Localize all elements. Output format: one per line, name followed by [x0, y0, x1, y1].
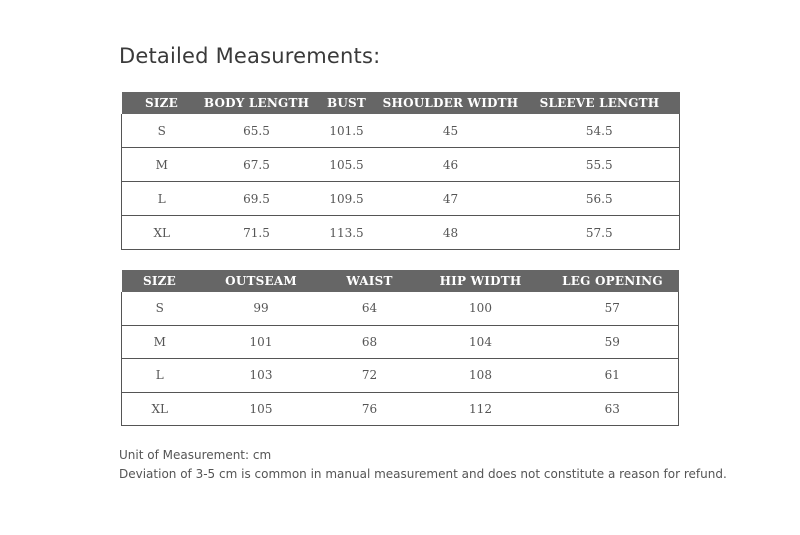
- unit-note: Unit of Measurement: cm: [119, 448, 272, 462]
- table-header-row: [122, 270, 679, 292]
- table-row: [122, 292, 679, 325]
- table-cell: 47: [382, 182, 520, 216]
- table-cell: 76: [325, 392, 415, 426]
- table-header-row: [122, 92, 680, 114]
- table-row: [122, 148, 680, 182]
- table-cell: 101.5: [312, 114, 382, 148]
- table-cell: L: [122, 182, 202, 216]
- table-row: [122, 182, 680, 216]
- table-cell: M: [122, 325, 198, 359]
- table-cell: 105: [198, 392, 325, 426]
- table-row: [122, 114, 680, 148]
- column-header: BUST: [312, 92, 382, 114]
- column-header: LEG OPENING: [547, 270, 679, 292]
- table-cell: 112: [415, 392, 547, 426]
- table-cell: 54.5: [520, 114, 680, 148]
- table-cell: 99: [198, 292, 325, 325]
- table-cell: M: [122, 148, 202, 182]
- table-cell: L: [122, 359, 198, 393]
- table-cell: 68: [325, 325, 415, 359]
- table-cell: 57: [547, 292, 679, 325]
- table-cell: 101: [198, 325, 325, 359]
- table-cell: 109.5: [312, 182, 382, 216]
- column-header: SIZE: [122, 270, 198, 292]
- table-cell: 45: [382, 114, 520, 148]
- table-cell: 65.5: [202, 114, 312, 148]
- table-cell: XL: [122, 392, 198, 426]
- table-row: [122, 216, 680, 250]
- table-row: [122, 392, 679, 426]
- table-cell: 69.5: [202, 182, 312, 216]
- table-cell: 63: [547, 392, 679, 426]
- table-row: [122, 359, 679, 393]
- table-cell: 67.5: [202, 148, 312, 182]
- table-cell: 48: [382, 216, 520, 250]
- top-measurement-table: [121, 92, 680, 250]
- table-cell: 103: [198, 359, 325, 393]
- table-cell: 104: [415, 325, 547, 359]
- table-cell: 64: [325, 292, 415, 325]
- table-cell: 56.5: [520, 182, 680, 216]
- column-header: OUTSEAM: [198, 270, 325, 292]
- table-cell: 100: [415, 292, 547, 325]
- deviation-note: Deviation of 3-5 cm is common in manual measurement and does not constitute a reason for refund.: [119, 467, 727, 481]
- table-cell: S: [122, 114, 202, 148]
- column-header: BODY LENGTH: [202, 92, 312, 114]
- table-cell: 113.5: [312, 216, 382, 250]
- column-header: WAIST: [325, 270, 415, 292]
- table-cell: 61: [547, 359, 679, 393]
- column-header: SLEEVE LENGTH: [520, 92, 680, 114]
- table-cell: 108: [415, 359, 547, 393]
- table-cell: 71.5: [202, 216, 312, 250]
- column-header: SHOULDER WIDTH: [382, 92, 520, 114]
- table-cell: 55.5: [520, 148, 680, 182]
- table-cell: 46: [382, 148, 520, 182]
- table-cell: 72: [325, 359, 415, 393]
- table-cell: 57.5: [520, 216, 680, 250]
- bottom-measurement-table: [121, 270, 679, 426]
- table-cell: XL: [122, 216, 202, 250]
- page-title: Detailed Measurements:: [119, 44, 381, 68]
- column-header: HIP WIDTH: [415, 270, 547, 292]
- table-cell: S: [122, 292, 198, 325]
- column-header: SIZE: [122, 92, 202, 114]
- table-cell: 59: [547, 325, 679, 359]
- table-row: [122, 325, 679, 359]
- table-cell: 105.5: [312, 148, 382, 182]
